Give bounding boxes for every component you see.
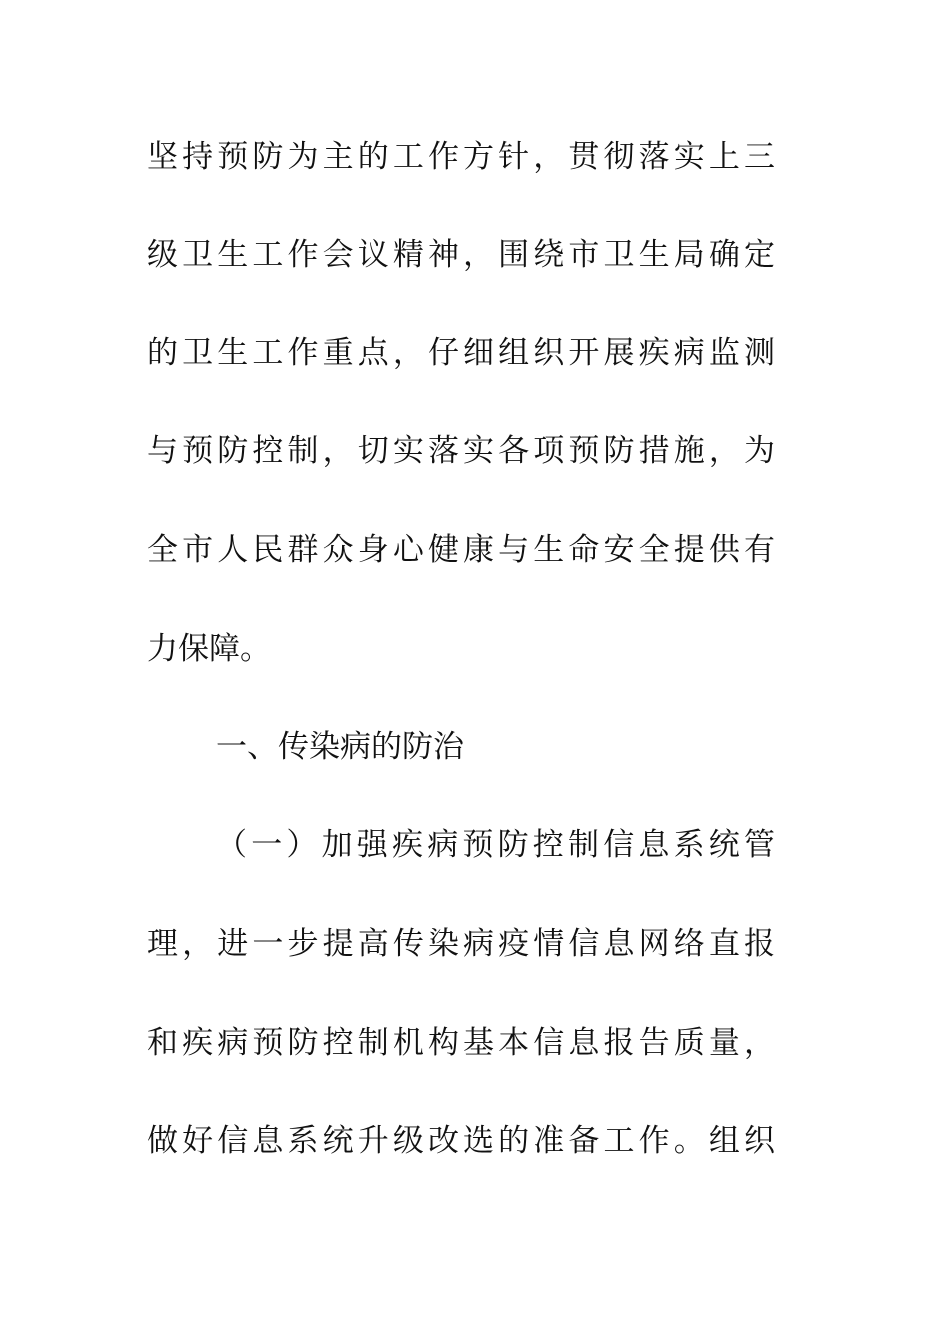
paragraph-2-line-4: 做好信息系统升级改选的准备工作。组织 [147, 1123, 775, 1159]
paragraph-1-line-6: 力保障。 [147, 631, 271, 667]
section-heading: 一、传染病的防治 [216, 729, 464, 765]
paragraph-2-line-1: （一）加强疾病预防控制信息系统管 [216, 827, 775, 863]
paragraph-2-line-2: 理，进一步提高传染病疫情信息网络直报 [147, 926, 775, 962]
paragraph-1-line-4: 与预防控制，切实落实各项预防措施，为 [147, 433, 775, 469]
paragraph-2-line-3: 和疾病预防控制机构基本信息报告质量， [147, 1025, 775, 1061]
paragraph-1-line-5: 全市人民群众身心健康与生命安全提供有 [147, 532, 775, 568]
paragraph-1-line-1: 坚持预防为主的工作方针，贯彻落实上三 [147, 139, 775, 175]
paragraph-1-line-3: 的卫生工作重点，仔细组织开展疾病监测 [147, 335, 775, 371]
paragraph-1-line-2: 级卫生工作会议精神，围绕市卫生局确定 [147, 237, 775, 273]
